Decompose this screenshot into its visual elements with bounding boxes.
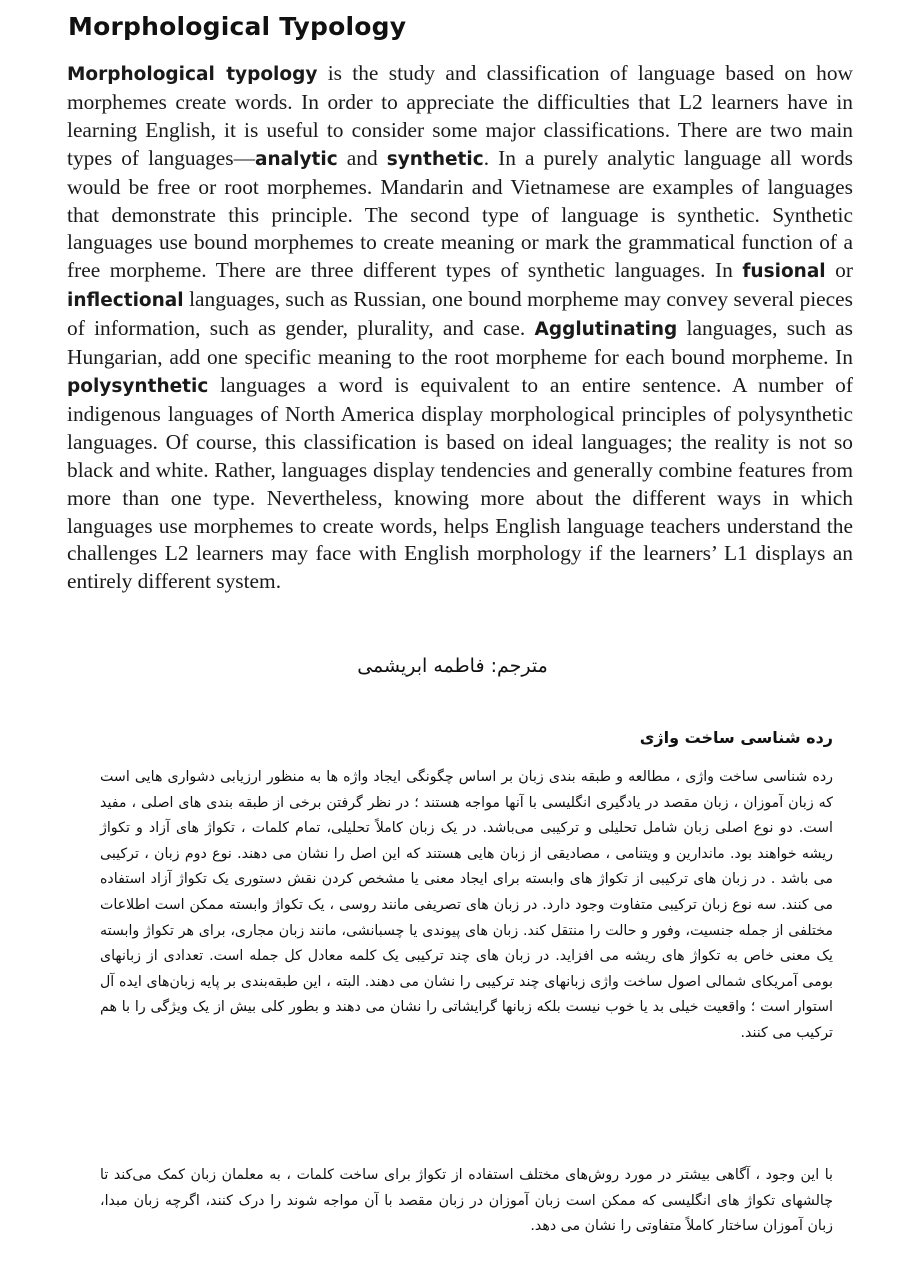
term-agglutinating: Agglutinating <box>534 319 678 341</box>
translator-name: فاطمه ابریشمی <box>357 655 491 677</box>
body-text: . In a purely analytic language all words would be free or root morphemes. Mandarin and Vietnamese are examples of languages that demonstrate this principle. The second type of language is synthetic. Synthetic languages use bound morphemes to create meaning or mark the grammatical function of a free morpheme. There are three different types of synthetic languages. In <box>67 145 853 283</box>
term-synthetic: synthetic <box>386 148 484 170</box>
body-text: and <box>337 145 387 170</box>
translator-credit <box>250 655 655 677</box>
body-text: languages, such as Hungarian, add one specific meaning to the root morpheme for each bound morpheme. In <box>67 316 853 370</box>
body-text: languages a word is equivalent to an entire sentence. A number of indigenous languages of North America display morphological principles of polysynthetic languages. Of course, this classification is based on ideal languages; the reality is not so black and white. Rather, languages display tendencies and generally combine features from more than one type. Nevertheless, knowing more about the different ways in which languages use morphemes to create words, helps English language teachers understand the challenges L2 learners may face with English morphology if the learners’ L1 displays an entirely different system. <box>67 372 853 594</box>
term-morphological-typology: Morphological typology <box>67 64 318 85</box>
body-text: languages, such as Russian, one bound morpheme may convey several pieces of information, such as gender, plurality, and case. <box>67 287 853 341</box>
persian-paragraph-1: رده شناسی ساخت واژی ، مطالعه و طبقه بندی زبان بر اساس چگونگی ایجاد واژه ها به منظور ارزیابی دشواری هایی است که زبان آموزان ، زبان مقصد در یادگیری انگلیسی با آنها مواجه هستند ؛ در نظر گرفتن برخی از طبقه بندی های اصلی ، مفید است. دو نوع اصلی زبان شامل تحلیلی و ترکیبی می‌باشد. در یک زبان کاملاً تحلیلی، تمام کلمات ، تکواژ های آزاد و تکواژ ریشه خواهند بود. ماندارین و ویتنامی ، مصادیقی از زبان هایی هستند که این اصل را نشان می دهند. نوع دوم زبان ، ترکیبی می باشد . در زبان های ترکیبی از تکواژ های وابسته برای ایجاد معنی یا مشخص کردن نقش دستوری یک تکواژ آزاد استفاده می کنند. سه نوع زبان ترکیبی متفاوت وجود دارد. در زبان های تصریفی مانند روسی ، یک تکواژ وابسته ممکن است اطلاعات مختلفی از جمله جنسیت، وفور و حالت را منتقل کند. زبان های پیوندی یا چسبانشی، مانند زبان مجاری، برای هر تکواژ وابسته یک معنی خاص به تکواژ های ریشه می افزاید. در زبان های چند ترکیبی یک کلمه معادل کل جمله است. تعدادی از زبانهای بومی آمریکای شمالی اصول ساخت واژی زبانهای چند ترکیبی را نشان می دهند. البته ، این طبقه‌بندی بر پایه زبان‌های ایده آل استوار است ؛ واقعیت خیلی بد یا خوب نیست بلکه زبانها گرایشاتی را نشان می دهند و بطور کلی بیش از یک ویژگی را با هم ترکیب می کنند. <box>100 769 833 1041</box>
term-fusional: fusional <box>742 261 826 283</box>
translator-label: مترجم: <box>490 655 548 677</box>
body-text: is the study and classification of language based on how morphemes create words. In order to appreciate the difficulties that L2 learners have in learning English, it is useful to consider some major classifications. There are two main types of languages— <box>67 61 853 170</box>
persian-section-title: رده شناسی ساخت واژی <box>639 728 833 747</box>
term-analytic: analytic <box>255 148 338 170</box>
term-inflectional: inflectional <box>67 290 184 312</box>
english-body-paragraph <box>67 60 853 596</box>
body-text: or <box>825 258 854 283</box>
term-polysynthetic: polysynthetic <box>67 375 209 397</box>
persian-paragraph-2: با این وجود ، آگاهی بیشتر در مورد روش‌های مختلف استفاده از تکواژ برای ساخت کلمات ، به معلمان زبان کمک می‌کند تا چالشهای تکواژ های انگلیسی که ممکن است زبان آموزان در زبان مقصد با آن مواجه شوند را درک کنند، اگرچه زبان مبدا، زبان آموزان ساختار کاملاً متفاوتی را نشان می دهد. <box>100 1167 833 1235</box>
english-section-title: Morphological Typology <box>68 12 407 41</box>
